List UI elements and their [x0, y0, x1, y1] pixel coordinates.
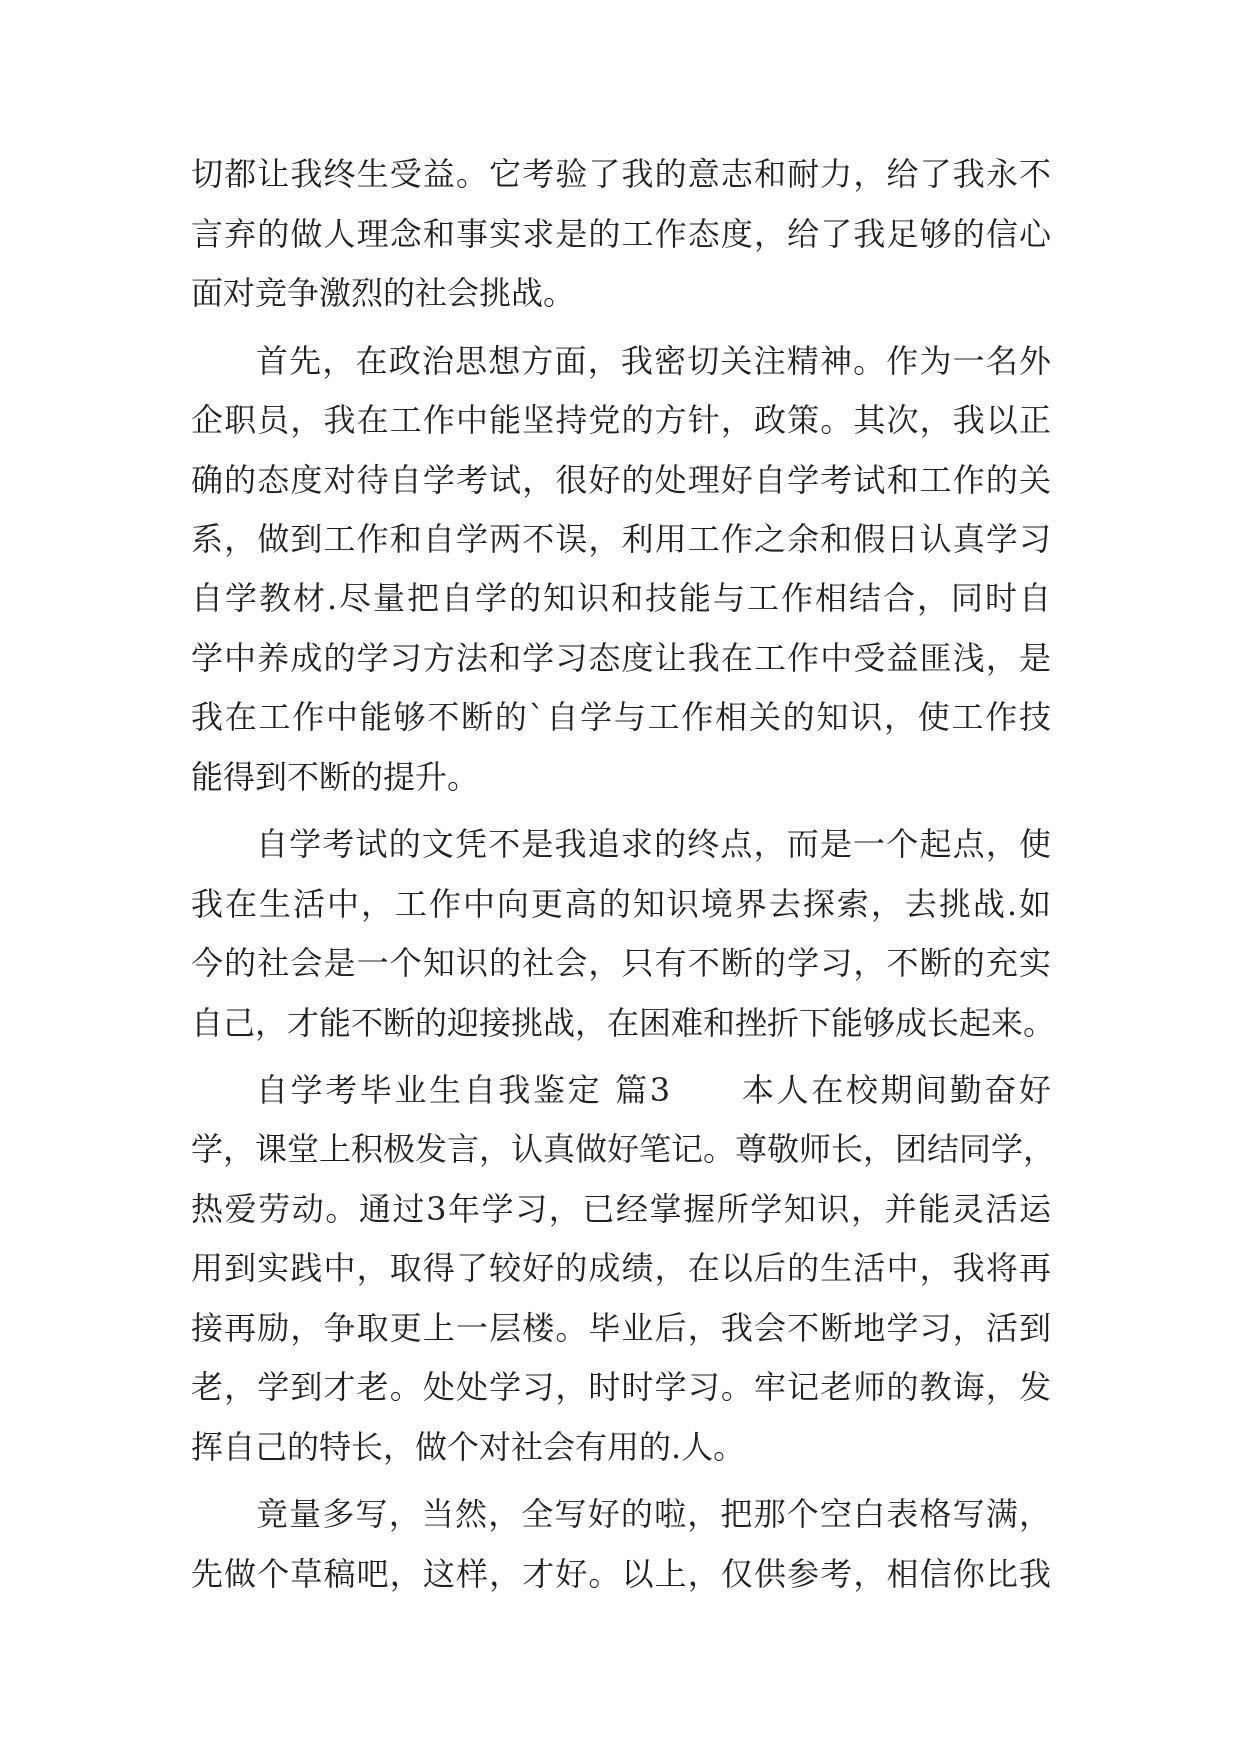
text-line-16: 自学考毕业生自我鉴定 篇3 本人在校期间勤奋好: [256, 1071, 1051, 1109]
text-line-21: 老，学到才老。处处学习，时时学习。牢记老师的教诲，发: [191, 1368, 1051, 1406]
text-line-10: 我在工作中能够不断的`自学与工作相关的知识，使工作技: [191, 698, 1051, 736]
text-line-22: 挥自己的特长，做个对社会有用的.人。: [191, 1428, 746, 1466]
text-line-11: 能得到不断的提升。: [191, 758, 480, 796]
text-line-13: 我在生活中，工作中向更高的知识境界去探索，去挑战.如: [191, 885, 1051, 923]
text-line-12: 自学考试的文凭不是我追求的终点，而是一个起点，使: [256, 825, 1051, 863]
text-line-6: 确的态度对待自学考试，很好的处理好自学考试和工作的关: [191, 461, 1051, 499]
text-line-19: 用到实践中，取得了较好的成绩，在以后的生活中，我将再: [191, 1249, 1051, 1287]
text-line-5: 企职员，我在工作中能坚持党的方针，政策。其次，我以正: [191, 401, 1051, 439]
text-line-7: 系，做到工作和自学两不误，利用工作之余和假日认真学习: [191, 520, 1051, 558]
text-line-1: 切都让我终生受益。它考验了我的意志和耐力，给了我永不: [191, 155, 1051, 193]
text-line-23: 竟量多写，当然，全写好的啦，把那个空白表格写满，: [256, 1495, 1051, 1533]
text-line-15: 自己，才能不断的迎接挑战，在困难和挫折下能够成长起来。: [191, 1004, 1056, 1042]
text-line-2: 言弃的做人理念和事实求是的工作态度，给了我足够的信心: [191, 215, 1051, 253]
text-line-18: 热爱劳动。通过3年学习，已经掌握所学知识，并能灵活运: [191, 1190, 1051, 1228]
text-line-8: 自学教材.尽量把自学的知识和技能与工作相结合，同时自: [191, 579, 1051, 617]
text-line-9: 学中养成的学习方法和学习态度让我在工作中受益匪浅，是: [191, 639, 1051, 677]
text-line-14: 今的社会是一个知识的社会，只有不断的学习，不断的充实: [191, 944, 1051, 982]
text-line-3: 面对竞争激烈的社会挑战。: [191, 274, 576, 312]
text-line-20: 接再励，争取更上一层楼。毕业后，我会不断地学习，活到: [191, 1309, 1051, 1347]
text-line-4: 首先，在政治思想方面，我密切关注精神。作为一名外: [256, 342, 1051, 380]
text-line-24: 先做个草稿吧，这样，才好。以上，仅供参考，相信你比我: [191, 1555, 1051, 1593]
text-line-17: 学，课堂上积极发言，认真做好笔记。尊敬师长，团结同学，: [191, 1130, 1056, 1168]
